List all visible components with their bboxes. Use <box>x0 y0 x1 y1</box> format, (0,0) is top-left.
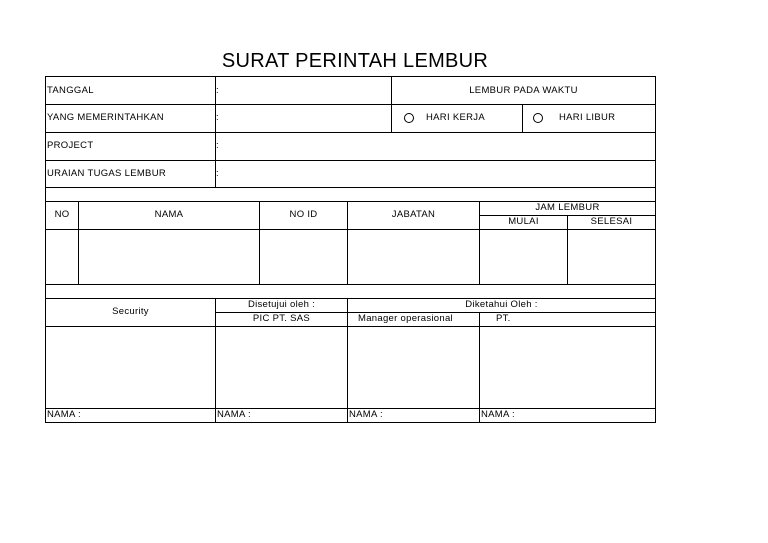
col-jam-lembur-header: JAM LEMBUR <box>535 202 600 213</box>
pic-label: PIC PT. SAS <box>252 313 311 324</box>
nama-manager: NAMA : <box>349 409 384 420</box>
col-no-header: NO <box>54 209 70 220</box>
manager-label: Manager operasional <box>358 313 453 324</box>
col-jabatan-header: JABATAN <box>391 209 436 220</box>
nama-pic: NAMA : <box>217 409 252 420</box>
uraian-label: URAIAN TUGAS LEMBUR <box>47 168 167 179</box>
pt-label: PT. <box>496 313 511 324</box>
disetujui-label: Disetujui oleh : <box>247 299 316 310</box>
col-selesai-header: SELESAI <box>590 216 633 227</box>
diketahui-label: Diketahui Oleh : <box>465 299 538 310</box>
project-colon: : <box>216 140 219 151</box>
col-noid-header: NO ID <box>289 209 318 220</box>
memerintahkan-label: YANG MEMERINTAHKAN <box>47 112 164 123</box>
col-mulai-header: MULAI <box>508 216 539 227</box>
nama-security: NAMA : <box>47 409 82 420</box>
hari-kerja-label: HARI KERJA <box>426 112 485 123</box>
memerintahkan-colon: : <box>216 112 219 123</box>
form-title: SURAT PERINTAH LEMBUR <box>221 50 489 72</box>
tanggal-colon: : <box>216 85 219 96</box>
hari-libur-label: HARI LIBUR <box>559 112 616 123</box>
hari-kerja-radio[interactable] <box>404 113 414 123</box>
security-label: Security <box>112 306 149 317</box>
lembur-pada-waktu-label: LEMBUR PADA WAKTU <box>469 85 578 96</box>
hari-libur-radio[interactable] <box>533 113 543 123</box>
project-label: PROJECT <box>47 140 94 151</box>
tanggal-label: TANGGAL <box>47 85 94 96</box>
overtime-form <box>45 76 656 423</box>
uraian-colon: : <box>216 168 219 179</box>
nama-pt: NAMA : <box>481 409 516 420</box>
col-nama-header: NAMA <box>154 209 184 220</box>
